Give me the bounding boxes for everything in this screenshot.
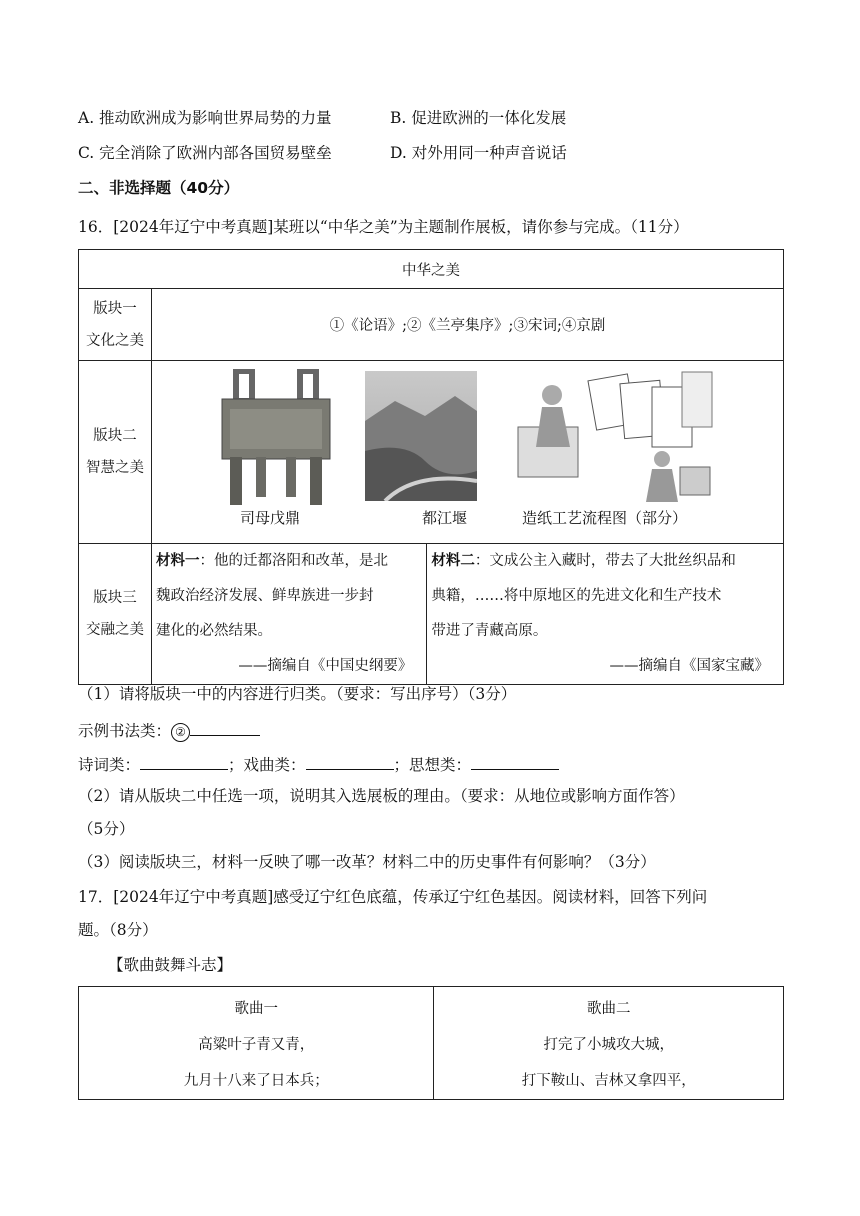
q16-sub1: （1）请将版块一中的内容进行归类。（要求：写出序号）（3分） — [78, 685, 517, 703]
option-b: B. 促进欧洲的一体化发展 — [390, 109, 567, 127]
section-title: 二、非选择题（40分） — [78, 179, 240, 197]
block2-images — [152, 361, 784, 544]
q16-exhibit-table — [78, 249, 784, 685]
poetry-answer-blank[interactable] — [140, 753, 228, 770]
material-2: 材料二：文成公主入藏时，带去了大批丝织品和 典籍，……将中原地区的先进文化和生产技术 带进了青藏高原。 ——摘编自《国家宝藏》 — [427, 544, 784, 685]
category-line: 诗词类： ；戏曲类： ；思想类： — [78, 753, 559, 775]
option-a: A. 推动欧洲成为影响世界局势的力量 — [78, 109, 332, 127]
caption-papermaking: 造纸工艺流程图（部分） — [522, 509, 688, 527]
dujiangyan-landscape-image — [365, 371, 477, 501]
block1-label: 版块一 文化之美 — [79, 289, 152, 361]
table-title: 中华之美 — [79, 250, 784, 289]
example-answer: ② — [171, 723, 190, 742]
papermaking-illustration-image — [512, 367, 722, 507]
block1-content: ①《论语》;②《兰亭集序》;③宋词;④京剧 — [152, 289, 784, 361]
material-1: 材料一：他的迁都洛阳和改革，是北 魏政治经济发展、鲜卑族进一步封 建化的必然结果。 ——摘编自《中国史纲要》 — [152, 544, 427, 685]
block3-label: 版块三 交融之美 — [79, 544, 152, 685]
caption-dujiangyan: 都江堰 — [422, 509, 468, 527]
songs-table — [78, 986, 784, 1100]
song-2: 歌曲二 打完了小城攻大城， 打下鞍山、吉林又拿四平， — [434, 987, 784, 1100]
block2-label: 版块二 智慧之美 — [79, 361, 152, 544]
q16-stem: 16．[2024年辽宁中考真题]某班以“中华之美”为主题制作展板，请你参与完成。（11分） — [78, 218, 689, 236]
q17-stem-line2: 题。（8分） — [78, 921, 158, 939]
option-c: C. 完全消除了欧洲内部各国贸易壁垒 — [78, 144, 332, 162]
q16-sub2: （2）请从版块二中任选一项，说明其入选展板的理由。（要求：从地位或影响方面作答） — [78, 787, 685, 805]
q17-subtitle: 【歌曲鼓舞斗志】 — [108, 956, 233, 974]
song-1: 歌曲一 高粱叶子青又青， 九月十八来了日本兵； — [79, 987, 434, 1100]
bronze-ding-image — [216, 369, 336, 509]
thought-answer-blank[interactable] — [471, 753, 559, 770]
q16-sub2-score: （5分） — [78, 820, 135, 838]
example-line: 示例书法类： ② — [78, 719, 260, 742]
option-d: D. 对外用同一种声音说话 — [390, 144, 567, 162]
caption-ding: 司母戊鼎 — [240, 509, 301, 527]
opera-answer-blank[interactable] — [306, 753, 394, 770]
q17-stem-line1: 17．[2024年辽宁中考真题]感受辽宁红色底蕴，传承辽宁红色基因。阅读材料，回答下列问 — [78, 888, 708, 906]
q16-sub3: （3）阅读版块三，材料一反映了哪一改革？材料二中的历史事件有何影响？（3分） — [78, 853, 656, 871]
